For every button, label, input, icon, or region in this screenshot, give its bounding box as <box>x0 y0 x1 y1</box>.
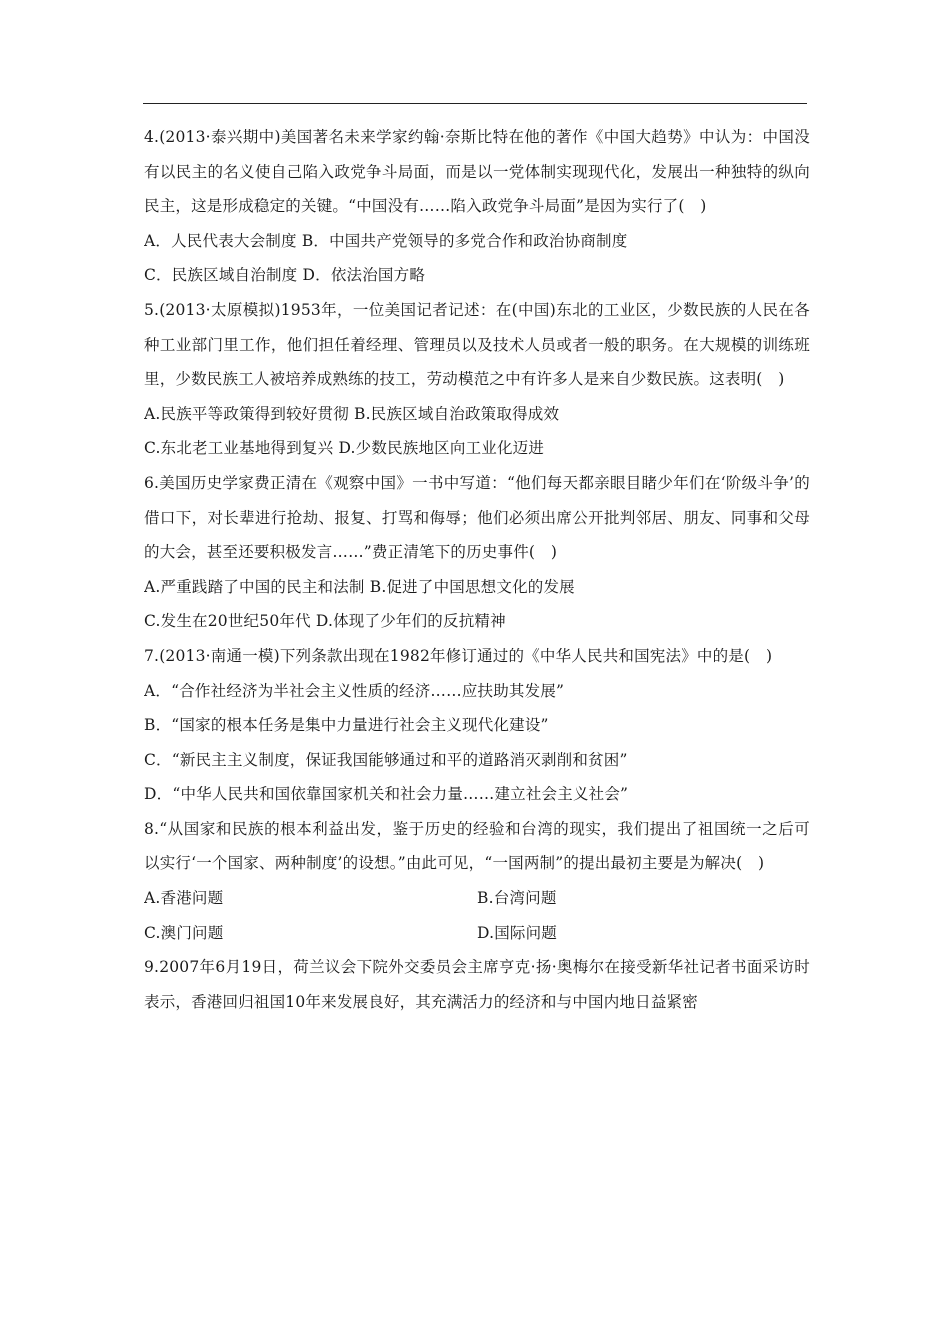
option-line: B．“国家的根本任务是集中力量进行社会主义现代化建设” <box>144 716 549 735</box>
question-stem: 5.(2013·太原模拟)1953年，一位美国记者记述：在(中国)东北的工业区，少数民族的人民在各种工业部门里工作，他们担任着经理、管理员以及技术人员或者一般的职务。在大规模的训练班里，少数民族工人被培养成熟练的技工，劳动模范之中有许多人是来自少数民族。这表明( ) <box>144 300 810 389</box>
question-8 <box>144 812 810 950</box>
question-stem: 6.美国历史学家费正清在《观察中国》一书中写道：“他们每天都亲眼目睹少年们在‘阶级斗争’的借口下，对长辈进行抢劫、报复、打骂和侮辱；他们必须出席公开批判邻居、朋友、同事和父母的大会，甚至还要积极发言……”费正清笔下的历史事件( ) <box>144 473 810 562</box>
question-7 <box>144 639 810 812</box>
option-line: C．“新民主主义制度，保证我国能够通过和平的道路消灭剥削和贫困” <box>144 750 628 769</box>
question-6 <box>144 466 810 639</box>
header-rule <box>143 103 807 104</box>
question-list <box>144 120 810 1019</box>
question-9 <box>144 950 810 1019</box>
question-stem: 7.(2013·南通一模)下列条款出现在1982年修订通过的《中华人民共和国宪法》中的是( ) <box>144 646 773 665</box>
option-a: A.香港问题 <box>144 889 224 908</box>
option-line: A.严重践踏了中国的民主和法制 B.促进了中国思想文化的发展 <box>144 577 575 596</box>
question-stem: 8.“从国家和民族的根本利益出发，鉴于历史的经验和台湾的现实，我们提出了祖国统一之后可以实行‘一个国家、两种制度’的设想。”由此可见，“一国两制”的提出最初主要是为解决( ) <box>144 819 810 873</box>
option-line: A．“合作社经济为半社会主义性质的经济……应扶助其发展” <box>144 681 565 700</box>
option-d: D.国际问题 <box>477 923 558 942</box>
question-stem: 4.(2013·泰兴期中)美国著名未来学家约翰·奈斯比特在他的著作《中国大趋势》中认为：中国没有以民主的名义使自己陷入政党争斗局面，而是以一党体制实现现代化，发展出一种独特的纵向民主，这是形成稳定的关键。“中国没有……陷入政党争斗局面”是因为实行了( ) <box>144 128 810 216</box>
question-4 <box>144 120 810 293</box>
option-c: C.澳门问题 <box>144 923 224 942</box>
option-line: C.东北老工业基地得到复兴 D.少数民族地区向工业化迈进 <box>144 439 545 458</box>
option-line: A．人民代表大会制度 B．中国共产党领导的多党合作和政治协商制度 <box>144 231 628 250</box>
question-5 <box>144 293 810 466</box>
option-row <box>144 881 810 916</box>
option-line: C.发生在20世纪50年代 D.体现了少年们的反抗精神 <box>144 612 506 631</box>
option-line: D．“中华人民共和国依靠国家机关和社会力量……建立社会主义社会” <box>144 785 629 804</box>
option-line: A.民族平等政策得到较好贯彻 B.民族区域自治政策取得成效 <box>144 404 560 423</box>
option-b: B.台湾问题 <box>477 889 557 908</box>
question-stem: 9.2007年6月19日，荷兰议会下院外交委员会主席亨克·扬·奥梅尔在接受新华社记者书面采访时表示，香港回归祖国10年来发展良好，其充满活力的经济和与中国内地日益紧密 <box>144 958 810 1011</box>
option-line: C．民族区域自治制度 D．依法治国方略 <box>144 266 426 285</box>
option-row <box>144 916 810 951</box>
